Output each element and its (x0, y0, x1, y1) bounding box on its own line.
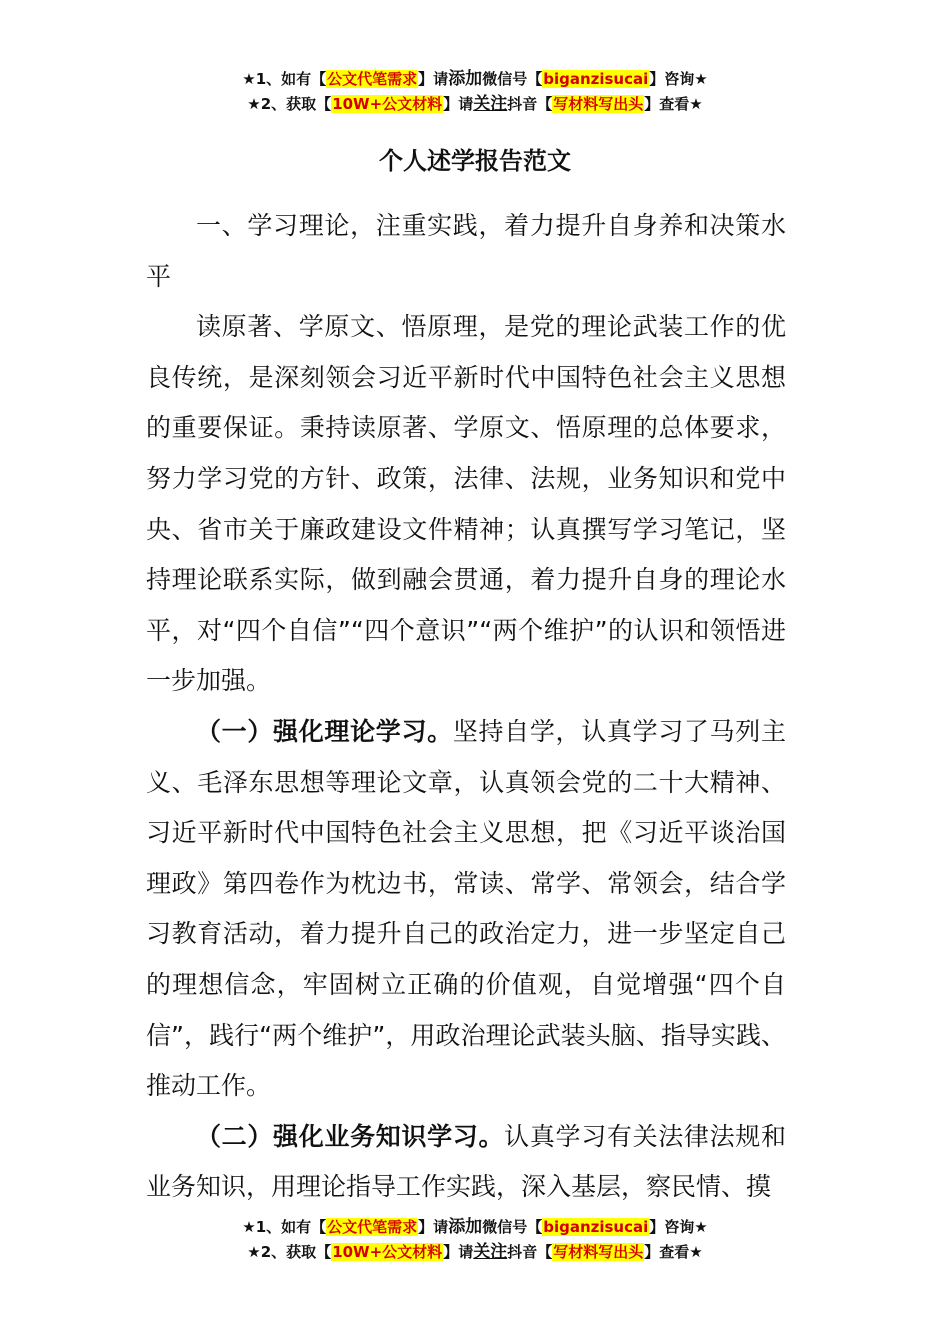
document-body (146, 201, 786, 1213)
promo-line-1: ★1、如有【公文代笔需求】请添加微信号【biganzisucai】咨询★ (242, 1217, 708, 1237)
document-title: 个人述学报告范文 (379, 147, 571, 175)
highlight-service: 公文代笔需求 (327, 1218, 418, 1236)
promo-line-2: ★2、获取【10W+公文材料】请关注抖音【写材料写出头】查看★ (247, 1242, 703, 1262)
section-heading-1: 一、学习理论，注重实践，着力提升自身养和决策水平 (146, 211, 786, 291)
highlight-douyin: 写材料写出头 (553, 95, 644, 113)
promo-banner-bottom (0, 1215, 950, 1265)
promo-banner-top (0, 67, 950, 117)
highlight-service: 公文代笔需求 (327, 70, 418, 88)
promo-line-2: ★2、获取【10W+公文材料】请关注抖音【写材料写出头】查看★ (247, 94, 703, 114)
highlight-wechat-id: biganzisucai (543, 70, 649, 88)
promo-line-1: ★1、如有【公文代笔需求】请添加微信号【biganzisucai】咨询★ (242, 69, 708, 89)
highlight-materials: 10W+公文材料 (332, 1243, 443, 1261)
highlight-douyin: 写材料写出头 (553, 1243, 644, 1261)
paragraph-1: 读原著、学原文、悟原理，是党的理论武装工作的优良传统，是深刻领会习近平新时代中国特色社会主义思想的重要保证。秉持读原著、学原文、悟原理的总体要求，努力学习党的方针、政策，法律、法规，业务知识和党中央、省市关于廉政建设文件精神；认真撰写学习笔记，坚持理论联系实际，做到融会贯通，着力提升自身的理论水平，对“四个自信”“四个意识”“两个维护”的认识和领悟进一步加强。 (146, 312, 786, 696)
paragraph-3: （二）强化业务知识学习。认真学习有关法律法规和业务知识，用理论指导工作实践，深入基层，察民情、摸 (146, 1121, 786, 1202)
subheading-1: （一）强化理论学习。 (196, 716, 453, 746)
highlight-materials: 10W+公文材料 (332, 95, 443, 113)
paragraph-2: （一）强化理论学习。坚持自学，认真学习了马列主义、毛泽东思想等理论文章，认真领会党的二十大精神、习近平新时代中国特色社会主义思想，把《习近平谈治国理政》第四卷作为枕边书，常读、常学、常领会，结合学习教育活动，着力提升自己的政治定力，进一步坚定自己的理想信念，牢固树立正确的价值观，自觉增强“四个自信”，践行“两个维护”，用政治理论武装头脑、指导实践、推动工作。 (146, 716, 786, 1101)
highlight-wechat-id: biganzisucai (543, 1218, 649, 1236)
subheading-2: （二）强化业务知识学习。 (196, 1121, 505, 1151)
